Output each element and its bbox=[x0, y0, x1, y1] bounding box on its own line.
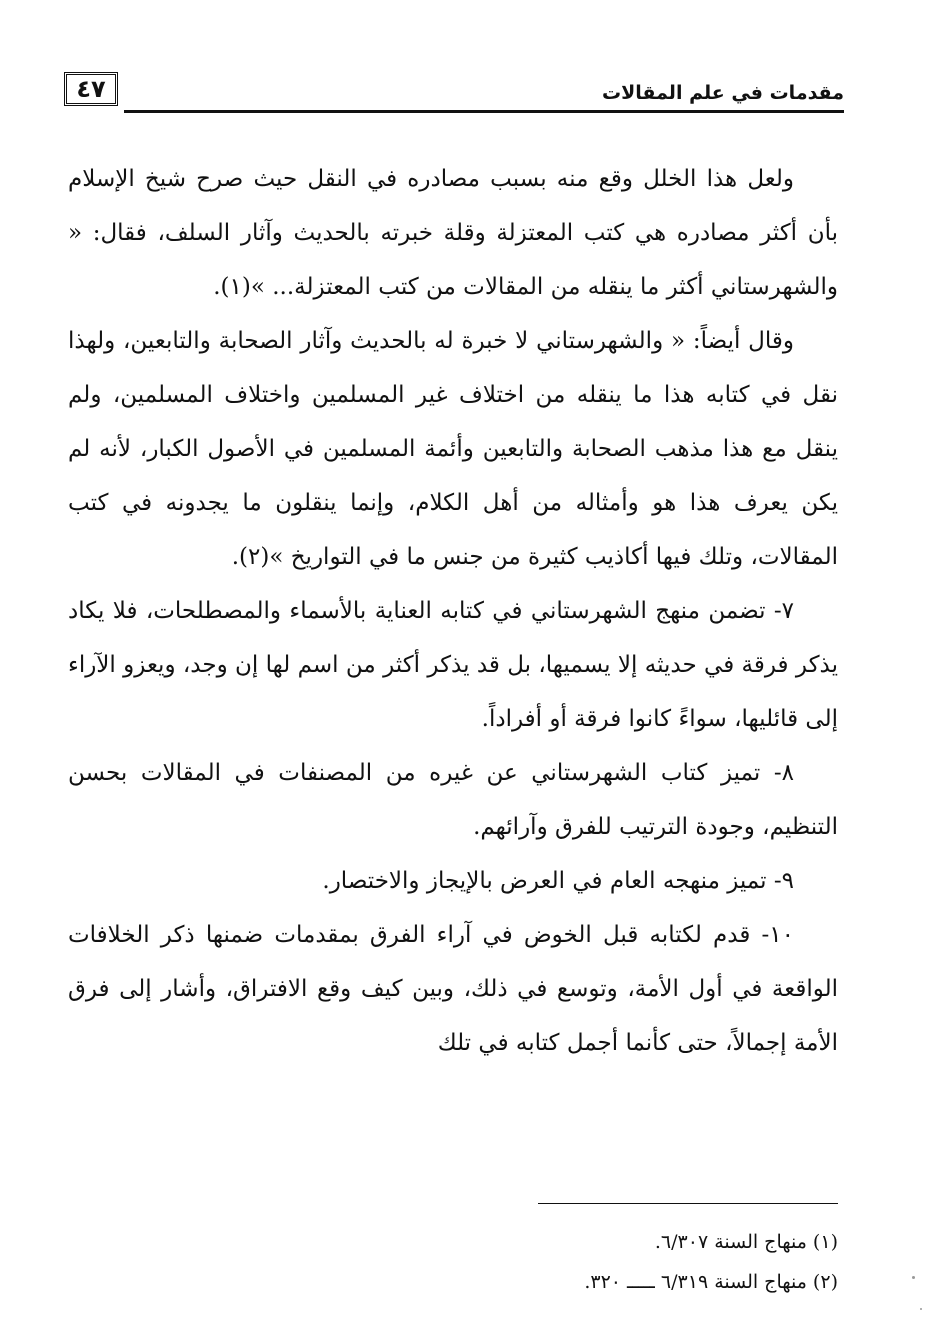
running-title: مقدمات في علم المقالات bbox=[602, 82, 844, 104]
paragraph-point-7: ٧- تضمن منهج الشهرستاني في كتابه العناية بالأسماء والمصطلحات، فلا يكاد يذكر فرقة في حديثه إلا يسميها، بل قد يذكر أكثر من اسم لها إن وجد، ويعزو الآراء إلى قائليها، سواءً كانوا فرقة أو أفراداً. bbox=[68, 598, 838, 732]
footnotes bbox=[338, 1222, 838, 1302]
page-number: ٤٧ bbox=[64, 72, 118, 106]
paragraph-point-10: ١٠- قدم لكتابه قبل الخوض في آراء الفرق بمقدمات ضمنها ذكر الخلافات الواقعة في أول الأمة، وتوسع في ذلك، وبين كيف وقع الافتراق، وأشار إلى فرق الأمة إجمالاً، حتى كأنما أجمل كتابه في تلك bbox=[68, 922, 838, 1056]
main-text bbox=[68, 152, 838, 1070]
paragraph-2: وقال أيضاً: « والشهرستاني لا خبرة له بالحديث وآثار الصحابة والتابعين، ولهذا نقل في كتابه هذا ما ينقله من اختلاف غير المسلمين واختلاف المسلمين، ولم ينقل مع هذا مذهب الصحابة والتابعين وأئمة المسلمين في الأصول الكبار، لأنه لم يكن يعرف هذا هو وأمثاله من أهل الكلام، وإنما ينقلون ما يجدونه في كتب المقالات، وتلك فيها أكاذيب كثيرة من جنس ما في التواريخ »(٢). bbox=[68, 328, 838, 570]
paragraph-point-8: ٨- تميز كتاب الشهرستاني عن غيره من المصنفات في المقالات بحسن التنظيم، وجودة الترتيب للفرق وآرائهم. bbox=[68, 760, 838, 840]
scan-speck bbox=[920, 1308, 922, 1310]
header-rule bbox=[124, 110, 844, 113]
footnote-2: (٢) منهاج السنة ٦/٣١٩ ـــــ ٣٢٠. bbox=[584, 1271, 838, 1293]
paragraph-1: ولعل هذا الخلل وقع منه بسبب مصادره في النقل حيث صرح شيخ الإسلام بأن أكثر مصادره هي كتب المعتزلة وقلة خبرته بالحديث وآثار السلف، فقال: « والشهرستاني أكثر ما ينقله من المقالات من كتب المعتزلة... »(١). bbox=[68, 166, 838, 300]
scan-speck bbox=[912, 1276, 915, 1279]
footnote-1: (١) منهاج السنة ٦/٣٠٧. bbox=[654, 1231, 838, 1253]
paragraph-point-9: ٩- تميز منهجه العام في العرض بالإيجاز والاختصار. bbox=[322, 868, 794, 894]
footnote-separator bbox=[538, 1203, 838, 1204]
page-header bbox=[64, 68, 844, 114]
